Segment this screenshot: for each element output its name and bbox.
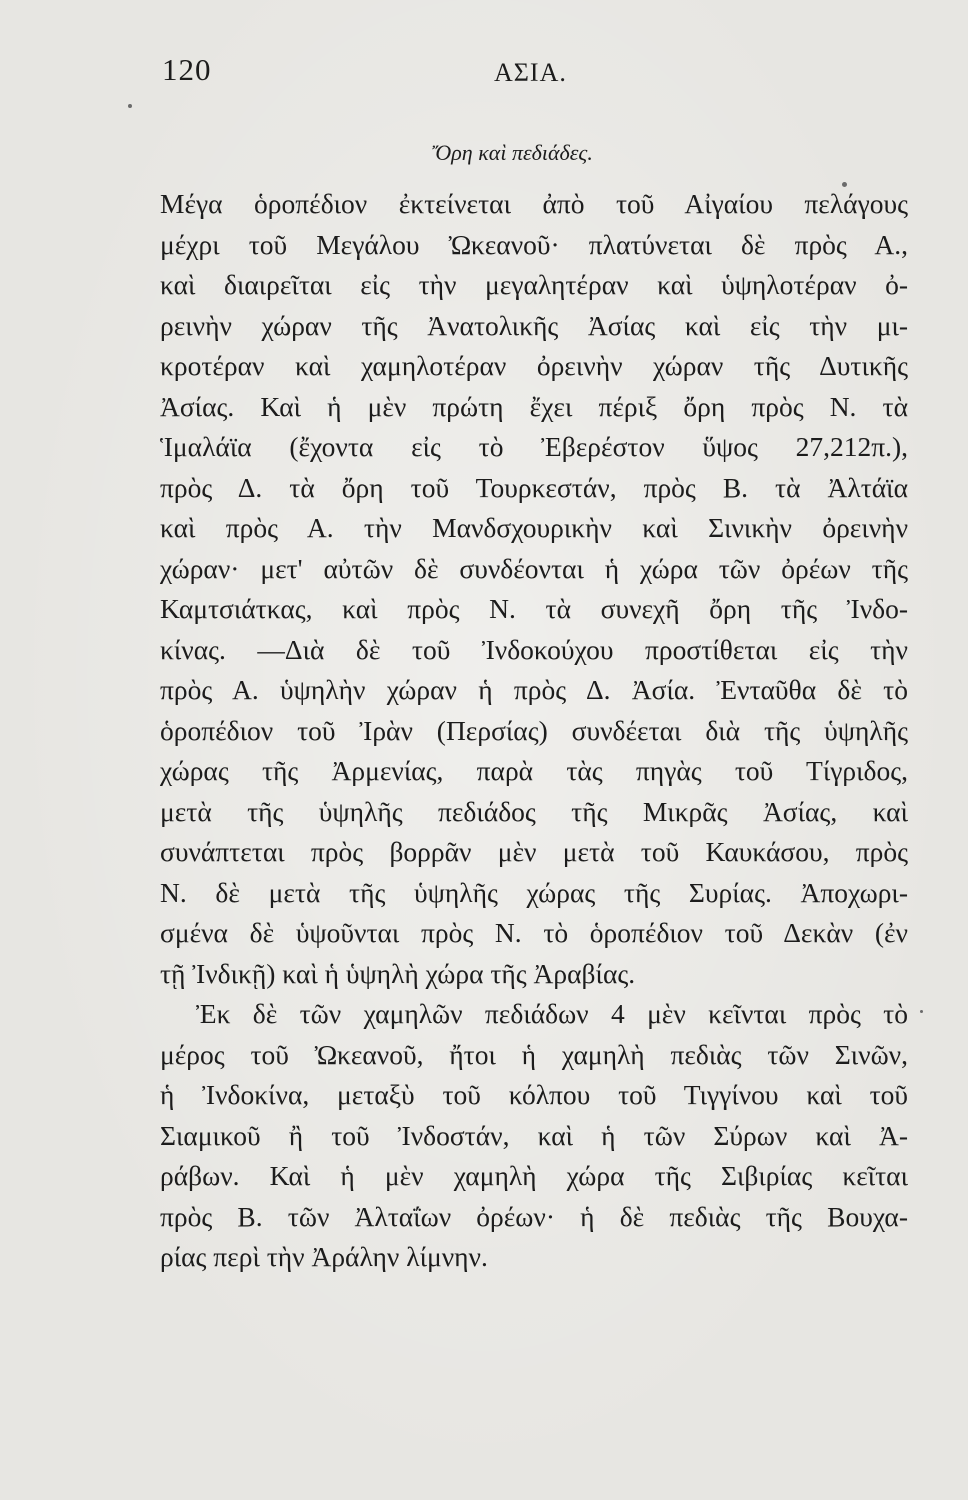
text-line: τῇ Ἰνδικῇ) καὶ ἡ ὑψηλὴ χώρα τῆς Ἀραβίας. — [160, 957, 636, 989]
text-line: Σιαμικοῦ ἢ τοῦ Ἰνδοστάν, καὶ ἡ τῶν Σύρων καὶ Ἀ- — [160, 1119, 908, 1151]
text-line: μέχρι τοῦ Μεγάλου Ὠκεανοῦ· πλατύνεται δὲ πρὸς Α., — [160, 228, 908, 260]
section-title: Ὄρη καὶ πεδιάδες. — [432, 140, 593, 165]
text-line: ἡ Ἰνδοκίνα, μεταξὺ τοῦ κόλπου τοῦ Τιγγίνου καὶ τοῦ — [160, 1079, 908, 1110]
text-line: ρίας περὶ τὴν Ἀράλην λίμνην. — [160, 1241, 488, 1272]
text-line: χώρας τῆς Ἀρμενίας, παρὰ τὰς πηγὰς τοῦ Τίγριδος, — [160, 755, 908, 786]
page-header — [0, 52, 968, 92]
text-line: ὁροπέδιον τοῦ Ἰρὰν (Περσίας) συνδέεται διὰ τῆς ὑψηλῆς — [160, 714, 908, 746]
text-line: Ἀσίας. Καὶ ἡ μὲν πρώτη ἔχει πέριξ ὄρη πρὸς Ν. τὰ — [160, 390, 908, 422]
text-line: πρὸς Α. ὑψηλὴν χώραν ἡ πρὸς Δ. Ἀσία. Ἐνταῦθα δὲ τὸ — [160, 674, 908, 705]
text-line: πρὸς Β. τῶν Ἀλταΐων ὀρέων· ἡ δὲ πεδιὰς τῆς Βουχα- — [160, 1200, 908, 1232]
text-line: χώραν· μετ' αὐτῶν δὲ συνδέονται ἡ χώρα τῶν ὀρέων τῆς — [160, 552, 908, 584]
text-line: ρεινὴν χώραν τῆς Ἀνατολικῆς Ἀσίας καὶ εἰς τὴν μι- — [160, 309, 908, 341]
text-line: καὶ πρὸς Α. τὴν Μανδσχουρικὴν καὶ Σινικὴν ὀρεινὴν — [160, 512, 908, 543]
text-line: μετὰ τῆς ὑψηλῆς πεδιάδος τῆς Μικρᾶς Ἀσίας, καὶ — [160, 795, 908, 827]
text-line: κίνας. —Διὰ δὲ τοῦ Ἰνδοκούχου προστίθεται εἰς τὴν — [160, 633, 908, 665]
running-title: ΑΣΙΑ. — [494, 58, 567, 87]
text-line: Ἐκ δὲ τῶν χαμηλῶν πεδιάδων 4 μὲν κεῖνται πρὸς τὸ — [196, 998, 908, 1029]
paper-speck — [920, 1010, 923, 1013]
page-number: 120 — [162, 52, 212, 87]
paper-speck — [842, 182, 847, 187]
text-line: Ἱμαλάϊα (ἔχοντα εἰς τὸ Ἐβερέστον ὕψος 27,212π.), — [160, 431, 908, 462]
paper-speck — [128, 104, 132, 108]
text-line: Μέγα ὁροπέδιον ἐκτείνεται ἀπὸ τοῦ Αἰγαίου πελάγους — [160, 188, 908, 219]
text-line: Ν. δὲ μετὰ τῆς ὑψηλῆς χώρας τῆς Συρίας. Ἀποχωρι- — [160, 876, 908, 908]
text-line: ράβων. Καὶ ἡ μὲν χαμηλὴ χώρα τῆς Σιβιρίας κεῖται — [160, 1160, 908, 1191]
text-line: Καμτσιάτκας, καὶ πρὸς Ν. τὰ συνεχῆ ὄρη τῆς Ἰνδο- — [160, 593, 908, 624]
body-text — [160, 184, 908, 1278]
text-line: πρὸς Δ. τὰ ὄρη τοῦ Τουρκεστάν, πρὸς Β. τὰ Ἀλτάϊα — [160, 471, 908, 503]
text-line: σμένα δὲ ὑψοῦνται πρὸς Ν. τὸ ὁροπέδιον τοῦ Δεκὰν (ἐν — [160, 917, 908, 948]
text-line: συνάπτεται πρὸς βορρᾶν μὲν μετὰ τοῦ Καυκάσου, πρὸς — [160, 836, 908, 867]
text-line: κροτέραν καὶ χαμηλοτέραν ὀρεινὴν χώραν τῆς Δυτικῆς — [160, 350, 908, 381]
text-line: καὶ διαιρεῖται εἰς τὴν μεγαλητέραν καὶ ὑψηλοτέραν ὀ- — [160, 269, 908, 300]
text-line: μέρος τοῦ Ὠκεανοῦ, ἤτοι ἡ χαμηλὴ πεδιὰς τῶν Σινῶν, — [160, 1038, 908, 1070]
